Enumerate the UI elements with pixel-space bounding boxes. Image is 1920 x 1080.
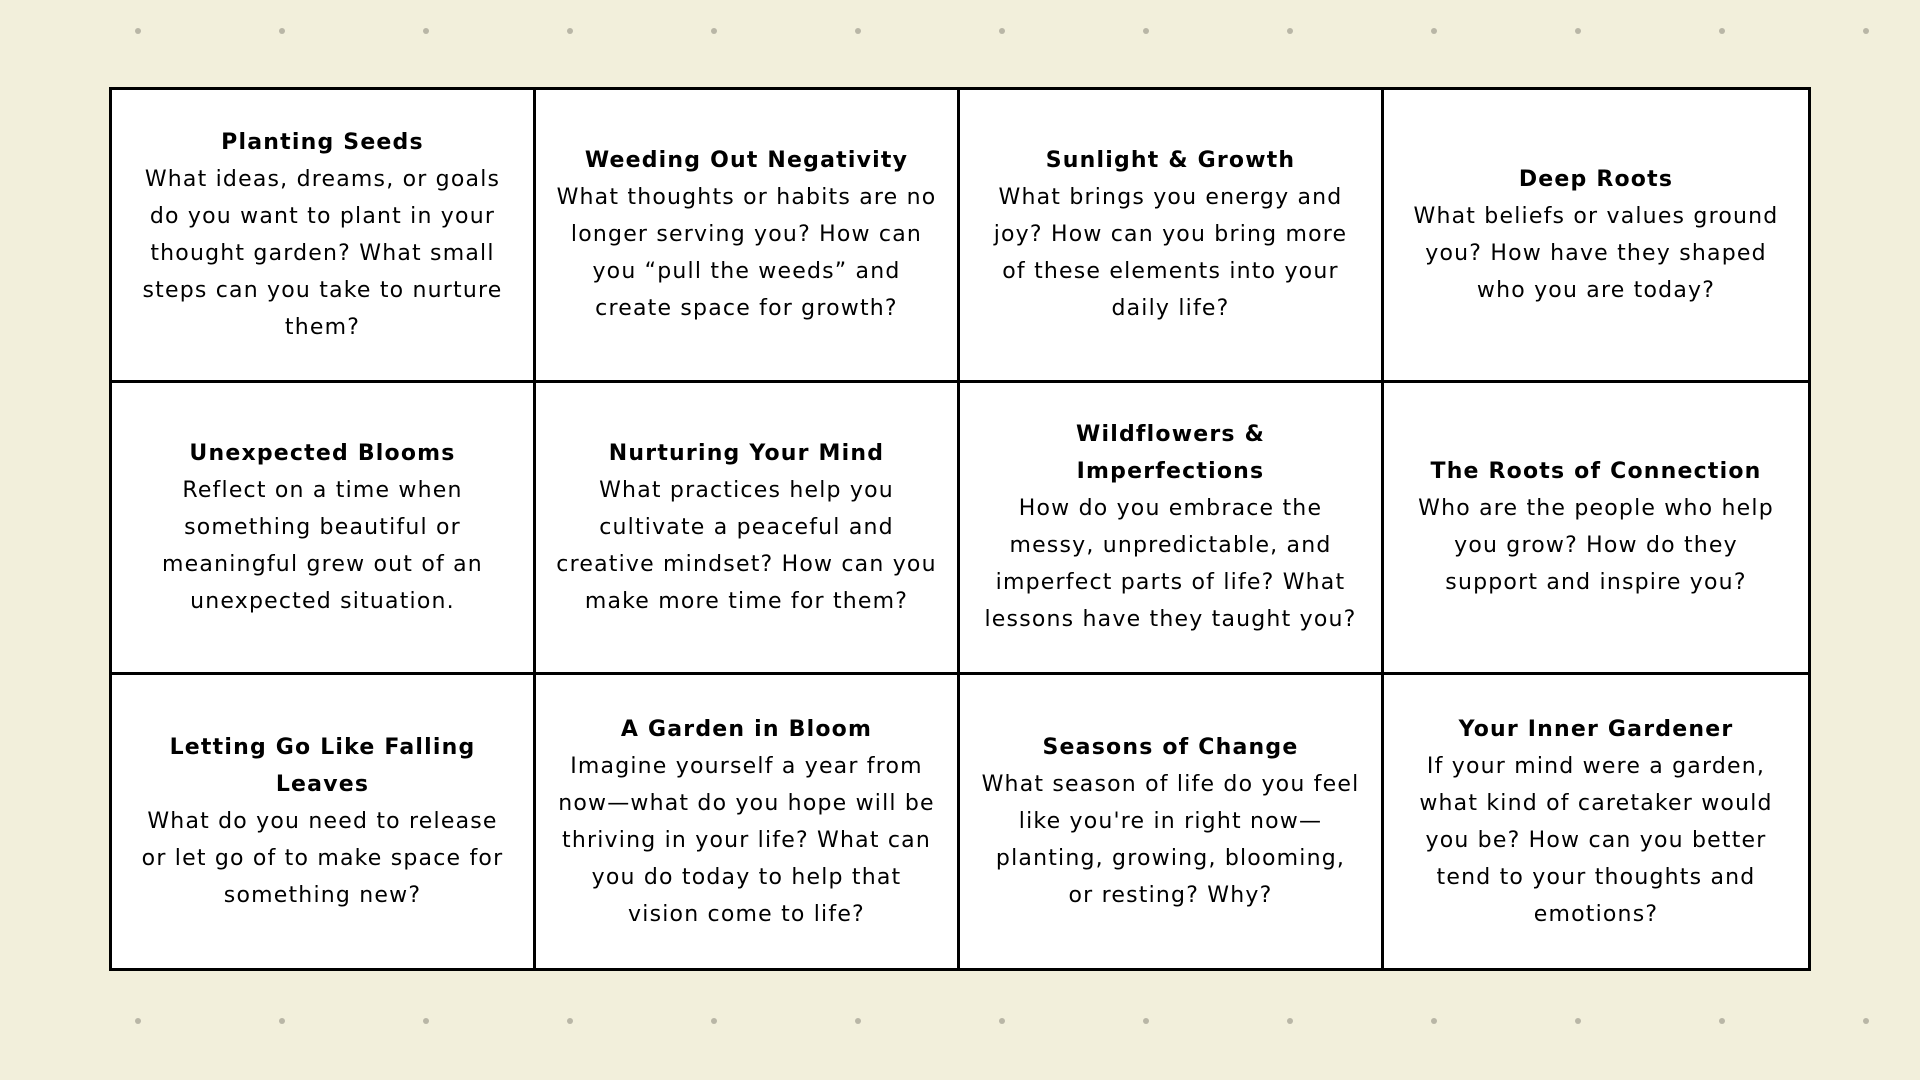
prompt-body: If your mind were a garden, what kind of caretaker would you be? How can you better tend to your thoughts and emotions? (1419, 753, 1773, 927)
dot (1431, 1018, 1437, 1024)
dot (1575, 1018, 1581, 1024)
prompt-title: Planting Seeds (221, 129, 424, 155)
dot (1575, 28, 1581, 34)
prompt-card (536, 383, 960, 676)
prompt-title: Deep Roots (1518, 166, 1674, 192)
dot (1431, 28, 1437, 34)
journal-prompt-grid (109, 87, 1811, 971)
prompt-title: Your Inner Gardener (1458, 716, 1734, 742)
prompt-card (112, 675, 536, 968)
dot (567, 1018, 573, 1024)
dot (999, 1018, 1005, 1024)
dot (1143, 28, 1149, 34)
prompt-title: Wildflowers & Imperfections (1076, 422, 1265, 485)
dot (1719, 1018, 1725, 1024)
dot (711, 1018, 717, 1024)
prompt-body: What ideas, dreams, or goals do you want to plant in your thought garden? What small steps can you take to nurture them? (142, 166, 503, 340)
prompt-title: Sunlight & Growth (1045, 148, 1296, 174)
prompt-card (536, 675, 960, 968)
prompt-body: How do you embrace the messy, unpredictable, and imperfect parts of life? What lessons have they taught you? (984, 496, 1357, 633)
prompt-title: A Garden in Bloom (620, 716, 873, 742)
decorative-dots-bottom (0, 1018, 1920, 1028)
dot (1143, 1018, 1149, 1024)
dot (1863, 1018, 1869, 1024)
dot (711, 28, 717, 34)
dot (135, 1018, 141, 1024)
prompt-card (112, 383, 536, 676)
dot (1287, 28, 1293, 34)
dot (279, 1018, 285, 1024)
prompt-body: What season of life do you feel like you're in right now—planting, growing, blooming, or resting? Why? (981, 772, 1360, 909)
prompt-body: What do you need to release or let go of to make space for something new? (141, 809, 504, 909)
dot (1863, 28, 1869, 34)
prompt-body: What brings you energy and joy? How can you bring more of these elements into your daily life? (993, 185, 1348, 322)
prompt-body: What beliefs or values ground you? How have they shaped who you are today? (1413, 203, 1779, 303)
dot (855, 1018, 861, 1024)
prompt-title: The Roots of Connection (1430, 459, 1762, 485)
prompt-card (960, 90, 1384, 383)
dot (423, 1018, 429, 1024)
prompt-title: Nurturing Your Mind (608, 440, 885, 466)
prompt-card (1384, 90, 1808, 383)
prompt-card (1384, 383, 1808, 676)
prompt-card (112, 90, 536, 383)
prompt-body: What practices help you cultivate a peaceful and creative mindset? How can you make more time for them? (556, 477, 937, 614)
prompt-title: Seasons of Change (1042, 735, 1299, 761)
prompt-card (960, 383, 1384, 676)
dot (279, 28, 285, 34)
dot (1287, 1018, 1293, 1024)
prompt-title: Weeding Out Negativity (584, 148, 909, 174)
dot (1719, 28, 1725, 34)
prompt-title: Letting Go Like Falling Leaves (169, 735, 476, 798)
prompt-body: What thoughts or habits are no longer serving you? How can you “pull the weeds” and create space for growth? (556, 185, 937, 322)
decorative-dots-top (0, 28, 1920, 38)
prompt-title: Unexpected Blooms (189, 440, 456, 466)
prompt-card (1384, 675, 1808, 968)
prompt-body: Reflect on a time when something beautiful or meaningful grew out of an unexpected situation. (162, 477, 483, 614)
prompt-card (960, 675, 1384, 968)
dot (135, 28, 141, 34)
prompt-body: Imagine yourself a year from now—what do you hope will be thriving in your life? What can you do today to help that vision come to life? (558, 753, 935, 927)
dot (999, 28, 1005, 34)
dot (567, 28, 573, 34)
prompt-card (536, 90, 960, 383)
dot (423, 28, 429, 34)
prompt-body: Who are the people who help you grow? How do they support and inspire you? (1418, 496, 1774, 596)
dot (855, 28, 861, 34)
